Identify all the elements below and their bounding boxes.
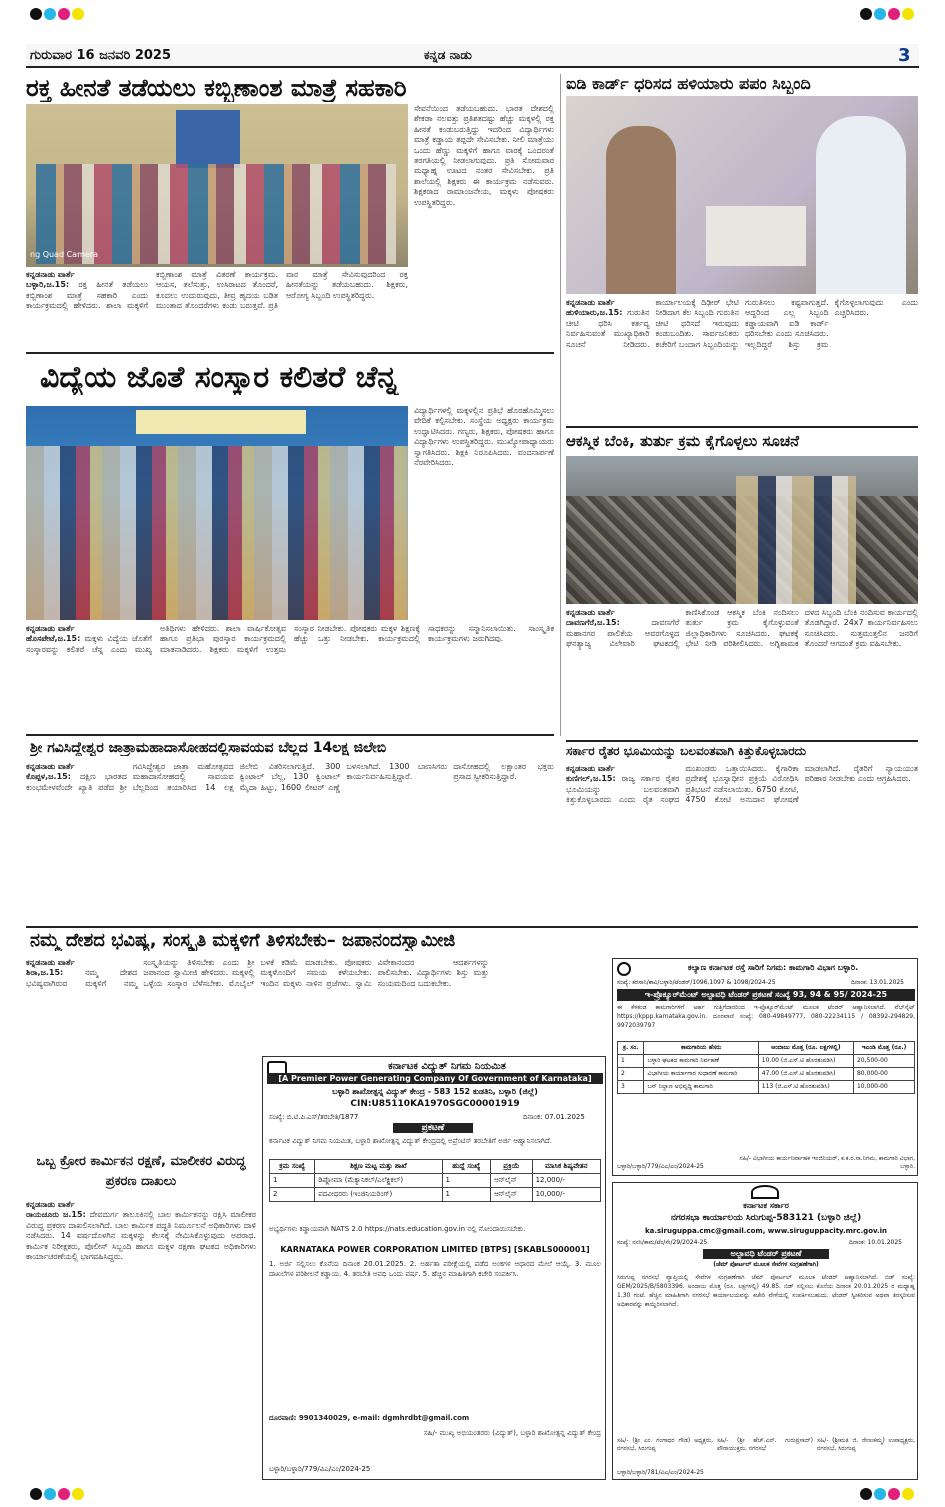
story1-dateline: ಕನ್ನಡನಾಡು ವಾರ್ತೆ xyxy=(26,270,75,279)
kpc-company-en: KARNATAKA POWER CORPORATION LIMITED [BTPS] [SKABLS000001] xyxy=(280,1245,590,1254)
story2-headline: ಐಡಿ ಕಾರ್ಡ್ ಧರಿಸದ ಹಳಿಯಾರು ಪಪಂ ಸಿಬ್ಬಂದಿ xyxy=(566,74,811,93)
kpc-org-name: ಕರ್ನಾಟಕ ವಿದ್ಯುತ್ ನಿಗಮ ನಿಯಮಿತ xyxy=(388,1061,506,1072)
story5-headline: ಶ್ರೀ ಗವಿಸಿದ್ದೇಶ್ವರ ಜಾತ್ರಾಮಹಾದಾಸೋಹದಲ್ಲಿಸಾವಯವ ಬೆಲ್ಲದ 14ಲಕ್ಷ ಜಿಲೇಬಿ xyxy=(30,740,387,756)
registration-mark-cyan xyxy=(874,1488,886,1500)
siruguppa-subtitle: (ಜೆಮ್ ಪೋರ್ಟಲ್ ಮೂಲಕ ಸೇವೆಗಳ ಸಂಗ್ರಹಣೆಗಾಗಿ) xyxy=(713,1261,819,1268)
siruguppa-sig-mid: ಸಹಿ/- (ಶ್ರೀ ಹೆಚ್.ಎನ್. ಗುರುಪ್ರಸಾದ್) ಪೌರಾಯುಕ್ತರು, ನಗರಸಭೆ xyxy=(717,1437,813,1452)
table-cell: ಡಿಪ್ಲೋಮಾ (ಮೆಕ್ಯಾನಿಕಲ್/ಎಲೆಕ್ಟ್ರಿಕಲ್) xyxy=(315,1174,442,1188)
table-cell: ಆನ್‌ಲೈನ್ xyxy=(491,1188,532,1202)
registration-mark-black xyxy=(860,1488,872,1500)
photo-id-card-hands xyxy=(706,206,806,266)
story4-body xyxy=(566,608,918,736)
story8-text: ದೇವದುರ್ಗ ತಾಲೂಕಿನಲ್ಲಿ ಬಾಲ ಕಾರ್ಮಿಕನನ್ನು ರಕ್ಷಿಸಿ ಮಾಲೀಕರ ವಿರುದ್ಧ ಪ್ರಕರಣ ದಾಖಲಿಸಲಾಗಿದೆ. ಬಾಲ ಕಾರ್ಮಿಕ ಪದ್ಧತಿ ನಿರ್ಮೂಲನೆ ಅಧಿಕಾರಿಗಳು ದಾಳಿ ನಡೆಸಿದರು. 14 ವರ್ಷದೊಳಗಿನ ಮಕ್ಕಳನ್ನು ಕೆಲಸಕ್ಕೆ ನೇಮಿಸಿಕೊಳ್ಳುವುದು ಅಪರಾಧ. ಕಾರ್ಮಿಕ ನಿರೀಕ್ಷಕರು, ಪೊಲೀಸ್ ಸಿಬ್ಬಂದಿ ಹಾಗೂ ಮಕ್ಕಳ ರಕ್ಷಣಾ ಘಟಕದ ಅಧಿಕಾರಿಗಳು ಕಾರ್ಯಾಚರಣೆಯಲ್ಲಿ ಭಾಗವಹಿಸಿದ್ದರು. xyxy=(26,1210,256,1262)
kpc-intro: ಕರ್ನಾಟಕ ವಿದ್ಯುತ್ ನಿಗಮ ನಿಯಮಿತ, ಬಳ್ಳಾರಿ ಶಾಖೋತ್ಪನ್ನ ವಿದ್ಯುತ್ ಕೇಂದ್ರದಲ್ಲಿ ಅಪ್ರೆಂಟಿಸ್ ತರಬೇತಿಗೆ ಅರ್ಜಿ ಆಹ್ವಾನಿಸಲಾಗಿದೆ. xyxy=(269,1137,552,1145)
kkrtc-org: ಕಲ್ಯಾಣ ಕರ್ನಾಟಕ ರಸ್ತೆ ಸಾರಿಗೆ ನಿಗಮ: ಕಾಮಗಾರಿ ವಿಭಾಗ ಬಳ್ಳಾರಿ. xyxy=(687,963,859,972)
table-cell: 2 xyxy=(618,1068,644,1081)
registration-mark-black xyxy=(860,8,872,20)
table-cell: 1 xyxy=(270,1174,315,1188)
table-header: ಹುದ್ದೆ ಸಂಖ್ಯೆ xyxy=(442,1160,491,1174)
photo-officials xyxy=(736,476,856,604)
table-cell: ಬಳ್ಳಾರಿ ಘಟಕದ ಕಾಮಗಾರಿ ನಿರ್ವಹಣೆ xyxy=(644,1055,758,1068)
table-row xyxy=(270,1174,601,1188)
registration-mark-yellow xyxy=(72,8,84,20)
kpc-date: ದಿನಾಂಕ: 07.01.2025 xyxy=(523,1113,585,1121)
kkrtc-ref: ಸಂಖ್ಯೆ: ಕರಸಾನಿ/ಕಾವಿ/ಬಳ್ಳಾರಿ/ಟೆಂಡರ್/1096,1097 & 1098/2024-25 xyxy=(617,979,776,986)
column-divider xyxy=(560,74,561,736)
registration-mark-yellow xyxy=(902,1488,914,1500)
registration-mark-black xyxy=(30,8,42,20)
photo-group-of-people xyxy=(36,164,396,264)
siruguppa-sig-left: ಸಹಿ/- (ಶ್ರೀ ಎಂ. ಗಂಗಾಧರ ಗೌಡ) ಅಧ್ಯಕ್ಷರು, ನಗರಸಭೆ, ಸಿರುಗುಪ್ಪ xyxy=(617,1437,713,1452)
story2-body xyxy=(566,298,918,422)
story7-place: ಶಿರಾ,ಜ.15: xyxy=(26,968,64,978)
story6-headline: ಸರ್ಕಾರ ರೈತರ ಭೂಮಿಯನ್ನು ಬಲವಂತವಾಗಿ ಕಿತ್ತುಕೊಳ್ಳಬಾರದು xyxy=(566,744,807,758)
story5-place: ಕೊಪ್ಪಳ,ಜ.15: xyxy=(26,772,71,782)
kkrtc-logo xyxy=(617,962,631,976)
story7-headline: ನಮ್ಮ ದೇಶದ ಭವಿಷ್ಯ, ಸಂಸ್ಕೃತಿ ಮಕ್ಕಳಿಗೆ ತಿಳಿಸಬೇಕು– ಜಪಾನಂದಸ್ವಾಮೀಜಿ xyxy=(30,930,456,951)
story1-headline: ರಕ್ತ ಹೀನತೆ ತಡೆಯಲು ಕಬ್ಬಿಣಾಂಶ ಮಾತ್ರೆ ಸಹಕಾರಿ xyxy=(26,74,407,102)
siruguppa-date: ದಿನಾಂಕ: 10.01.2025 xyxy=(849,1239,902,1246)
section-divider xyxy=(26,926,918,928)
registration-mark-cyan xyxy=(44,8,56,20)
issue-date: ಗುರುವಾರ 16 ಜನವರಿ 2025 xyxy=(30,48,172,63)
camera-watermark: ng Quad Camera xyxy=(30,250,98,259)
section-divider xyxy=(566,740,918,742)
photo-banner xyxy=(136,410,306,434)
section-divider xyxy=(26,352,554,354)
story3-text: ಮಕ್ಕಳು ವಿದ್ಯೆಯ ಜೊತೆಗೆ ಸಂಸ್ಕಾರವನ್ನು ಕಲಿತರೆ ಚೆನ್ನ ಎಂದು ಮುಖ್ಯ ಅತಿಥಿಗಳು ಹೇಳಿದರು. ಶಾಲಾ ವಾರ್ಷಿಕೋತ್ಸವ ಹಾಗೂ ಪ್ರತಿಭಾ ಪುರಸ್ಕಾರ ಕಾರ್ಯಕ್ರಮದಲ್ಲಿ ಮಾತನಾಡಿದರು. ಶಿಕ್ಷಕರು ಮಕ್ಕಳಿಗೆ ಉತ್ತಮ ಸಂಸ್ಕಾರ ನೀಡಬೇಕು. ಪೋಷಕರು ಮಕ್ಕಳ ಶಿಕ್ಷಣಕ್ಕೆ ಹೆಚ್ಚು ಒತ್ತು ನೀಡಬೇಕು. ಕಾರ್ಯಕ್ರಮದಲ್ಲಿ ಸಾಧಕರನ್ನು ಸನ್ಮಾನಿಸಲಾಯಿತು. ಸಾಂಸ್ಕೃತಿಕ ಕಾರ್ಯಕ್ರಮಗಳು ಜರುಗಿದವು. xyxy=(26,624,554,654)
siruguppa-body: ಸಿರುಗುಪ್ಪ ನಗರಸಭೆ ವ್ಯಾಪ್ತಿಯಲ್ಲಿ ಸೇವೆಗಳ ಸಂಗ್ರಹಣೆಗಾಗಿ ಜೆಮ್ ಪೋರ್ಟಲ್ ಮೂಲಕ ಟೆಂಡರ್ ಆಹ್ವಾನಿಸಲಾಗಿದೆ. ಬಿಡ್ ಸಂಖ್ಯೆ: GEM/2025/B/5803396. ಅಂದಾಜು ಮೊತ್ತ (ರೂ. ಲಕ್ಷಗಳಲ್ಲಿ) 49.85. ಬಿಡ್ ಸಲ್ಲಿಸಲು ಕೊನೆಯ ದಿನಾಂಕ 20.01.2025 ರ ಮಧ್ಯಾಹ್ನ 1.30 ಗಂಟೆ. ಹೆಚ್ಚಿನ ಮಾಹಿತಿಗಾಗಿ ನಗರಸಭೆ ಕಾರ್ಯಾಲಯವನ್ನು ಕಚೇರಿ ವೇಳೆಯಲ್ಲಿ ಸಂಪರ್ಕಿಸಬಹುದು. ಟೆಂಡರ್ ಸ್ವೀಕರಿಸುವ ಅಥವಾ ತಿರಸ್ಕರಿಸುವ ಅಧಿಕಾರವನ್ನು ಕಾಯ್ದಿರಿಸಲಾಗಿದೆ. xyxy=(617,1274,915,1308)
table-header: ಮಾಸಿಕ ಶಿಷ್ಯವೇತನ xyxy=(532,1160,600,1174)
siruguppa-sig-right: ಸಹಿ/- (ಶ್ರೀಮತಿ ಜಿ. ರೇಣುಕಮ್ಮ) ಉಪಾಧ್ಯಕ್ಷರು, ನಗರಸಭೆ, ಸಿರುಗುಪ್ಪ xyxy=(817,1437,915,1452)
table-cell: ಆನ್‌ಲೈನ್ xyxy=(491,1174,532,1188)
kpc-cin: CIN:U85110KA1970SGC00001919 xyxy=(350,1099,520,1109)
kpc-ref: ಸಂಖ್ಯೆ: ಬಿ.ಟಿ.ಪಿ.ಎಸ್/ತರಬೇತಿ/1877 xyxy=(269,1113,359,1121)
story1-body-right: ಸೇವನೆಯಿಂದ ತಡೆಯಬಹುದು. ಭಾರತ ದೇಶದಲ್ಲಿ ಶೇಕಡಾ ನಲವತ್ತು ಪ್ರತಿಶತದಷ್ಟು ಹೆಚ್ಚು ಮಕ್ಕಳಲ್ಲಿ ರಕ್ತ ಹೀನತೆ ಕಂಡುಬರುತ್ತಿದ್ದು ಇದರಿಂದ ವಿದ್ಯಾರ್ಥಿಗಳು ಮಾತ್ರೆ ಕಡ್ಡಾಯ ತಪ್ಪದೇ ಸೇವಿಸಬೇಕು. ನೀಲಿ ಮಾತ್ರೆಯು ಒಂದು ಹೆಣ್ಣು ಮಕ್ಕಳಿಗೆ ಹಾಗೂ ವಾರಕ್ಕೆ ಒಂದರಂತೆ ತರಗತಿಯಲ್ಲಿ ನೀಡಲಾಗುವುದು. ಪ್ರತಿ ಸೋಮವಾರ ಮಧ್ಯಾಹ್ನ ಊಟದ ನಂತರ ಸೇವಿಸಬೇಕು. ಪ್ರತಿ ಶಾಲೆಯಲ್ಲಿ ಶಿಕ್ಷಕರು ಈ ಕಾರ್ಯಕ್ರಮ ನಡೆಸುವರು. ಶಿಕ್ಷಕರಾದ ರಾಮಾಂಜನೇಯ, ಮಕ್ಕಳು ಪೋಷಕರು ಉಪಸ್ಥಿತರಿದ್ದರು. xyxy=(414,104,554,207)
kpc-table xyxy=(269,1159,601,1202)
siruguppa-org: ನಗರಸಭಾ ಕಾರ್ಯಾಲಯ ಸಿರುಗುಪ್ಪ-583121 (ಬಳ್ಳಾರಿ ಜಿಲ್ಲೆ) xyxy=(670,1213,862,1223)
kkrtc-intro: ಈ ಕೆಳಕಂಡ ಕಾಮಗಾರಿಗಳಿಗೆ ಅರ್ಹ ಗುತ್ತಿಗೆದಾರರಿಂದ ಇ-ಪ್ರೊಕ್ಯೂರ್‌ಮೆಂಟ್ ಮೂಲಕ ಟೆಂಡರ್ ಆಹ್ವಾನಿಸಲಾಗಿದೆ. ವೆಬ್‌ಸೈಟ್ https://kppp.karnataka.gov.in. ದೂರವಾಣಿ ಸಂಖ್ಯೆ: 080-49849777, 080-22234115 / 08392-294829, 9972039797 xyxy=(617,1004,915,1029)
table-header: ಕಾಮಗಾರಿಯ ಹೆಸರು xyxy=(644,1042,758,1055)
story1-photo xyxy=(26,104,408,267)
story3-body-right: ವಿದ್ಯಾರ್ಥಿಗಳಲ್ಲಿ ಮಕ್ಕಳಲ್ಲಿನ ಪ್ರತಿಭೆ ಹೊರಹೊಮ್ಮಿಸಲು ವೇದಿಕೆ ಕಲ್ಪಿಸಬೇಕು. ಸಂಸ್ಥೆಯ ಅಧ್ಯಕ್ಷರು ಕಾರ್ಯಕ್ರಮ ಉದ್ಘಾಟಿಸಿದರು. ಗಣ್ಯರು, ಶಿಕ್ಷಕರು, ಪೋಷಕರು ಹಾಗೂ ವಿದ್ಯಾರ್ಥಿಗಳು ಉಪಸ್ಥಿತರಿದ್ದರು. ಮುಖ್ಯೋಪಾಧ್ಯಾಯರು ಸ್ವಾಗತಿಸಿದರು. ಶಿಕ್ಷಕಿ ನಿರೂಪಿಸಿದರು. ವಂದನಾರ್ಪಣೆ ನೆರವೇರಿಸಿದರು. xyxy=(414,406,554,468)
table-row xyxy=(618,1068,915,1081)
story6-place: ಕುಣಿಗಲ್,ಜ.15: xyxy=(566,774,616,784)
story4-dateline: ಕನ್ನಡನಾಡು ವಾರ್ತೆ xyxy=(566,608,615,617)
kkrtc-footer-ref: ಬಳ್ಳಾರಿ/ಬಳ್ಳಾರಿ/779/ವಿಎ/ಎಂ/2024-25 xyxy=(617,1163,704,1170)
table-cell: 1 xyxy=(618,1055,644,1068)
kpc-notice-ad xyxy=(262,1056,606,1480)
siruguppa-ref: ಸಂಖ್ಯೆ: ನಸಸಿ/ಕಾಮ/ಟೆಂ/ಸೇ/29/2024-25 xyxy=(617,1239,708,1246)
table-header: ಕ್ರಮ ಸಂಖ್ಯೆ xyxy=(270,1160,315,1174)
table-row xyxy=(270,1188,601,1202)
story3-dateline: ಕನ್ನಡನಾಡು ವಾರ್ತೆ xyxy=(26,624,75,633)
photo-person-right xyxy=(816,116,906,294)
table-row xyxy=(618,1055,915,1068)
story1-text: ರಕ್ತ ಹೀನತೆ ತಡೆಯಲು ಕಬ್ಬಿಣಾಂಶ ಮಾತ್ರೆ ಸಹಕಾರಿ ಎಂದು ಕಾರ್ಯಕ್ರಮದಲ್ಲಿ ಹೇಳಿದರು. ಶಾಲಾ ಮಕ್ಕಳಿಗೆ ಕಬ್ಬಿಣಾಂಶ ಮಾತ್ರೆ ವಿತರಣೆ ಕಾರ್ಯಕ್ರಮ. ಆಯಸ, ತಲೆಸುತ್ತು, ಉಸಿರಾಟದ ತೊಂದರೆ, ಕೂದಲು ಉದುರುವುದು, ತೀವ್ರ ಹೃದಯ ಬಡಿತ ಮುಂತಾದ ತೊಂದರೆಗಳು ಕಂಡು ಬರುತ್ತವೆ. ಪ್ರತಿ ವಾರ ಮಾತ್ರೆ ಸೇವಿಸುವುದರಿಂದ ರಕ್ತ ಹೀನತೆಯನ್ನು ತಡೆಯಬಹುದು. ಶಿಕ್ಷಕರು, ಆರೋಗ್ಯ ಸಿಬ್ಬಂದಿ ಉಪಸ್ಥಿತರಿದ್ದರು. xyxy=(26,270,408,311)
table-cell: ಪದವೀಧರರು (ಇಂಜಿನಿಯರಿಂಗ್) xyxy=(315,1188,442,1202)
story5-body xyxy=(26,762,554,924)
table-cell: 20,500-00 xyxy=(853,1055,914,1068)
karnataka-emblem-icon xyxy=(751,1185,779,1199)
story6-body xyxy=(566,764,918,924)
section-divider xyxy=(26,734,554,736)
story8-dateline: ಕನ್ನಡನಾಡು ವಾರ್ತೆ xyxy=(26,1200,75,1209)
story3-photo xyxy=(26,406,408,620)
story4-photo xyxy=(566,456,918,604)
registration-mark-black xyxy=(30,1488,42,1500)
table-row xyxy=(618,1081,915,1094)
siruguppa-title: ಅಲ್ಪಾವಧಿ ಟೆಂಡರ್ ಪ್ರಕಟಣೆ xyxy=(703,1249,829,1259)
section-divider xyxy=(566,426,918,428)
table-cell: ಬಸ್ ನಿಲ್ದಾಣ ಅಭಿವೃದ್ಧಿ ಕಾಮಗಾರಿ xyxy=(644,1081,758,1094)
table-cell: 12,000/- xyxy=(532,1174,600,1188)
table-cell: 10,000-00 xyxy=(853,1081,914,1094)
story4-place: ದಾವಣಗೆರೆ,ಜ.15: xyxy=(566,618,620,628)
table-header: ಶಿಕ್ಷಣ ಮಟ್ಟ ಮತ್ತು ಶಾಖೆ xyxy=(315,1160,442,1174)
table-header: ಅಂದಾಜು ಮೊತ್ತ (ರೂ. ಲಕ್ಷಗಳಲ್ಲಿ) xyxy=(758,1042,853,1055)
kpc-notes: 1. ಅರ್ಜಿ ಸಲ್ಲಿಸಲು ಕೊನೆಯ ದಿನಾಂಕ 20.01.2025. 2. ಅರ್ಹತಾ ಪರೀಕ್ಷೆಯಲ್ಲಿ ಪಡೆದ ಅಂಕಗಳ ಆಧಾರದ ಮೇಲೆ ಆಯ್ಕೆ. 3. ಮೂಲ ದಾಖಲೆಗಳ ಪರಿಶೀಲನೆ ಕಡ್ಡಾಯ. 4. ತರಬೇತಿ ಅವಧಿ ಒಂದು ವರ್ಷ. 5. ಹೆಚ್ಚಿನ ಮಾಹಿತಿಗಾಗಿ ಕಚೇರಿ ಸಂಪರ್ಕಿಸಿ. xyxy=(269,1260,601,1278)
registration-mark-magenta xyxy=(58,1488,70,1500)
table-cell: 2 xyxy=(270,1188,315,1202)
story8-place: ರಾಯಚೂರು ಜ.15: xyxy=(26,1210,86,1220)
story5-dateline: ಕನ್ನಡನಾಡು ವಾರ್ತೆ xyxy=(26,762,75,771)
story8-headline: ಒಬ್ಬ ಕ್ರೋರ ಕಾರ್ಮಿಕನ ರಕ್ಷಣೆ, ಮಾಲೀಕರ ವಿರುದ್ಧ ಪ್ರಕರಣ ದಾಖಲು xyxy=(36,1154,246,1189)
photo-person-left xyxy=(606,126,676,294)
photo-window xyxy=(176,110,240,168)
registration-mark-cyan xyxy=(874,8,886,20)
kpc-footer-ref: ಬಳ್ಳಾರಿ/ಬಳ್ಳಾರಿ/779/ವಿಎ/ಎಂ/2024-25 xyxy=(269,1465,371,1473)
siruguppa-footer-ref: ಬಳ್ಳಾರಿ/ಬಳ್ಳಾರಿ/781/ವಿಎ/ಎಂ/2024-25 xyxy=(617,1469,704,1476)
registration-mark-cyan xyxy=(44,1488,56,1500)
registration-mark-yellow xyxy=(902,8,914,20)
kkrtc-signature: ಸಹಿ/- ವಿಭಾಗೀಯ ಕಾರ್ಯನಿರ್ವಾಹಕ ಇಂಜಿನಿಯರ್, ಕ.ಕ.ರ.ಸಾ.ನಿಗಮ, ಕಾಮಗಾರಿ ವಿಭಾಗ, ಬಳ್ಳಾರಿ. xyxy=(739,1155,915,1170)
kpc-nats-note: ಅಭ್ಯರ್ಥಿಗಳು ಕಡ್ಡಾಯವಾಗಿ NATS 2.0 https://nats.education.gov.in ನಲ್ಲಿ ನೋಂದಾಯಿಸಬೇಕು. xyxy=(269,1225,526,1233)
table-cell: 10.00 (ಜಿ.ಎಸ್.ಟಿ ಹೊರತುಪಡಿಸಿ) xyxy=(758,1055,853,1068)
table-cell: 1 xyxy=(442,1188,491,1202)
table-cell: 3 xyxy=(618,1081,644,1094)
story3-body xyxy=(26,624,554,730)
kkrtc-table xyxy=(617,1041,915,1094)
story4-headline: ಆಕಸ್ಮಿಕ ಬೆಂಕಿ, ತುರ್ತು ಕ್ರಮ ಕೈಗೊಳ್ಳಲು ಸೂಚನೆ xyxy=(566,432,800,450)
kpc-signature: ಸಹಿ/- ಮುಖ್ಯ ಅಭಿಯಂತರರು (ವಿದ್ಯುತ್), ಬಳ್ಳಾರಿ ಶಾಖೋತ್ಪನ್ನ ವಿದ್ಯುತ್ ಕೇಂದ್ರ xyxy=(423,1429,601,1437)
table-header-row xyxy=(270,1160,601,1174)
story2-dateline: ಕನ್ನಡನಾಡು ವಾರ್ತೆ xyxy=(566,298,615,307)
photo-group-of-people xyxy=(26,446,408,620)
story1-body xyxy=(26,270,408,350)
table-cell: ವಿಭಾಗೀಯ ಕಾರ್ಯಾಗಾರ ಸುಧಾರಣೆ ಕಾಮಗಾರಿ xyxy=(644,1068,758,1081)
story7-dateline: ಕನ್ನಡನಾಡು ವಾರ್ತೆ xyxy=(26,958,75,967)
story6-dateline: ಕನ್ನಡನಾಡು ವಾರ್ತೆ xyxy=(566,764,615,773)
masthead-name: ಕನ್ನಡ ನಾಡು xyxy=(424,48,472,62)
kpc-tagline: [A Premier Power Generating Company Of Government of Karnataka] xyxy=(267,1073,603,1084)
siruguppa-tender-ad xyxy=(612,1182,918,1480)
table-header: ಪ್ರಕ್ರಿಯೆ xyxy=(491,1160,532,1174)
story4-text: ದಾವಣಗೆರೆ ಮಹಾನಗರ ಪಾಲಿಕೆಯ ಆವರಗೊಳ್ಳದ ಘನತ್ಯಾಜ್ಯ ವಿಲೇವಾರಿ ಘಟಕದಲ್ಲಿ ಕಾಣಿಸಿಕೊಂಡ ಆಕಸ್ಮಿಕ ಬೆಂಕಿ ನಂದಿಸಲು ತುರ್ತು ಕ್ರಮ ಕೈಗೊಳ್ಳುವಂತೆ ಜಿಲ್ಲಾಧಿಕಾರಿಗಳು ಸೂಚಿಸಿದರು. ಘಟಕಕ್ಕೆ ಭೇಟಿ ನೀಡಿ ಪರಿಶೀಲಿಸಿದರು. ಅಗ್ನಿಶಾಮಕ ದಳದ ಸಿಬ್ಬಂದಿ ಬೆಂಕಿ ನಂದಿಸುವ ಕಾರ್ಯದಲ್ಲಿ ತೊಡಗಿದ್ದಾರೆ. 24x7 ಕಾರ್ಯನಿರ್ವಹಿಸಲು ಸೂಚಿಸಿದರು. ಸುತ್ತಮುತ್ತಲಿನ ಜನರಿಗೆ ತೊಂದರೆ ಆಗದಂತೆ ಕ್ರಮ ವಹಿಸಬೇಕು. xyxy=(566,608,918,649)
kkrtc-date: ದಿನಾಂಕ: 13.01.2025 xyxy=(851,979,904,986)
table-cell: 113 (ಜಿ.ಎಸ್.ಟಿ ಹೊರತುಪಡಿಸಿ) xyxy=(758,1081,853,1094)
table-header-row xyxy=(618,1042,915,1055)
kkrtc-tender-ad xyxy=(612,958,918,1176)
registration-mark-magenta xyxy=(888,1488,900,1500)
story2-text: ಗುರುತಿನ ಚೀಟಿ ಧರಿಸಿ ಕರ್ತವ್ಯ ನಿರ್ವಹಿಸುವಂತೆ ಮುಖ್ಯಾಧಿಕಾರಿ ಸೂಚನೆ ನೀಡಿದರು. ಕಾರ್ಯಾಲಯಕ್ಕೆ ದಿಢೀರ್ ಭೇಟಿ ನೀಡಿದಾಗ ಕೆಲ ಸಿಬ್ಬಂದಿ ಗುರುತಿನ ಚೀಟಿ ಧರಿಸದೆ ಇರುವುದು ಕಂಡುಬಂದಿತು. ಸಾರ್ವಜನಿಕರು ಕಚೇರಿಗೆ ಬಂದಾಗ ಸಿಬ್ಬಂದಿಯನ್ನು ಗುರುತಿಸಲು ಕಷ್ಟವಾಗುತ್ತದೆ. ಆದ್ದರಿಂದ ಎಲ್ಲ ಸಿಬ್ಬಂದಿ ಕಡ್ಡಾಯವಾಗಿ ಐಡಿ ಕಾರ್ಡ್ ಧರಿಸಬೇಕು ಎಂದು ಸೂಚಿಸಿದರು. ಇಲ್ಲದಿದ್ದರೆ ಶಿಸ್ತು ಕ್ರಮ ಕೈಗೊಳ್ಳಲಾಗುವುದು ಎಂದು ಎಚ್ಚರಿಸಿದರು. xyxy=(566,298,918,349)
table-header: ಕ್ರ. ಸಂ. xyxy=(618,1042,644,1055)
story3-place: ಹೊಸಪೇಟೆ,ಜ.15: xyxy=(26,634,81,644)
table-cell: 1 xyxy=(442,1174,491,1188)
registration-mark-yellow xyxy=(72,1488,84,1500)
story6-text: ರಾಜ್ಯ ಸರ್ಕಾರ ರೈತರ ಭೂಮಿಯನ್ನು ಬಲವಂತವಾಗಿ ಕಿತ್ತುಕೊಳ್ಳಬಾರದು ಎಂದು ರೈತ ಸಂಘದ ಮುಖಂಡರು ಒತ್ತಾಯಿಸಿದರು. ಕೈಗಾರಿಕಾ ಪ್ರದೇಶಕ್ಕೆ ಭೂಸ್ವಾಧೀನ ಪ್ರಕ್ರಿಯೆ ವಿರೋಧಿಸಿ ಪ್ರತಿಭಟನೆ ನಡೆಸಲಾಯಿತು. 6750 ಕೋಟಿ, 4750 ಕೋಟಿ ಅನುದಾನ ಘೋಷಣೆ ಮಾಡಲಾಗಿದೆ. ರೈತರಿಗೆ ನ್ಯಾಯಯುತ ಪರಿಹಾರ ನೀಡಬೇಕು ಎಂದು ಆಗ್ರಹಿಸಿದರು. xyxy=(566,764,918,805)
kpc-title: ಪ್ರಕಟಣೆ xyxy=(393,1123,473,1133)
siruguppa-email: ka.siruguppa.cmc@gmail.com, www.siruguppacity.mrc.gov.in xyxy=(644,1227,888,1235)
table-cell: 10,000/- xyxy=(532,1188,600,1202)
kpc-contact: ದೂರವಾಣಿ: 9901340029, e-mail: dgmhrdbt@gmail.com xyxy=(269,1414,470,1422)
table-cell: 80,000-00 xyxy=(853,1068,914,1081)
kkrtc-title: ಇ-ಪ್ರೊಕ್ಯೂರ್‌ಮೆಂಟ್ ಅಲ್ಪಾವಧಿ ಟೆಂಡರ್ ಪ್ರಕಟಣೆ ಸಂಖ್ಯೆ 93, 94 & 95/ 2024-25 xyxy=(617,989,915,1001)
registration-mark-magenta xyxy=(58,8,70,20)
story5-text: ದಕ್ಷಿಣ ಭಾರತದ ಕುಂಭಮೇಳವೆಂದೇ ಖ್ಯಾತಿ ಪಡೆದ ಶ್ರೀ ಗವಿಸಿದ್ದೇಶ್ವರ ಜಾತ್ರಾ ಮಹೋತ್ಸವದ ಮಹಾದಾಸೋಹದಲ್ಲಿ ಸಾವಯವ ಬೆಲ್ಲದಿಂದ ತಯಾರಿಸಿದ 14 ಲಕ್ಷ ಜಿಲೇಬಿ ವಿತರಿಸಲಾಗುತ್ತಿದೆ. 300 ಕ್ವಿಂಟಾಲ್ ಬೆಲ್ಲ, 130 ಕ್ವಿಂಟಾಲ್ ಮೈದಾ ಹಿಟ್ಟು, 1600 ಲೀಟರ್ ಎಣ್ಣೆ ಬಳಸಲಾಗಿದೆ. 1300 ಬಾಣಸಿಗರು ಕಾರ್ಯನಿರ್ವಹಿಸುತ್ತಿದ್ದಾರೆ. ದಾಸೋಹದಲ್ಲಿ ಲಕ್ಷಾಂತರ ಭಕ್ತರು ಪ್ರಸಾದ ಸ್ವೀಕರಿಸುತ್ತಿದ್ದಾರೆ. xyxy=(26,762,554,792)
siruguppa-govt: ಕರ್ನಾಟಕ ಸರ್ಕಾರ xyxy=(743,1201,789,1210)
story3-headline: ವಿದ್ಯೆಯ ಜೊತೆ ಸಂಸ್ಕಾರ ಕಲಿತರೆ ಚೆನ್ನ xyxy=(40,360,399,395)
table-cell: 47.00 (ಜಿ.ಎಸ್.ಟಿ ಹೊರತುಪಡಿಸಿ) xyxy=(758,1068,853,1081)
page-number: 3 xyxy=(898,45,911,66)
story8-body xyxy=(26,1200,256,1480)
story2-place: ಹುಳಿಯಾರು,ಜ.15: xyxy=(566,308,623,318)
page-header xyxy=(26,44,919,68)
table-header: ಇಎಂಡಿ ಮೊತ್ತ (ರೂ.) xyxy=(853,1042,914,1055)
story7-text: ನಮ್ಮ ದೇಶದ ಭವಿಷ್ಯವಾಗಿರುವ ಮಕ್ಕಳಿಗೆ ನಮ್ಮ ಸಂಸ್ಕೃತಿಯನ್ನು ತಿಳಿಸಬೇಕು ಎಂದು ಶ್ರೀ ಜಪಾನಂದ ಸ್ವಾಮೀಜಿ ಹೇಳಿದರು. ಮಕ್ಕಳಲ್ಲಿ ಒಳ್ಳೆಯ ಸಂಸ್ಕಾರ ಬೆಳೆಸಬೇಕು. ಮೊಬೈಲ್ ಬಳಕೆ ಕಡಿಮೆ ಮಾಡಬೇಕು. ಪೋಷಕರು ಮಕ್ಕಳೊಂದಿಗೆ ಸಮಯ ಕಳೆಯಬೇಕು. ಇಂದಿನ ಮಕ್ಕಳು ನಾಳಿನ ಪ್ರಜೆಗಳು. ಸ್ವಾಮಿ ವಿವೇಕಾನಂದರ ಆದರ್ಶಗಳನ್ನು ಪಾಲಿಸಬೇಕು. ವಿದ್ಯಾರ್ಥಿಗಳು ಶಿಸ್ತು ಮತ್ತು ಸಂಯಮದಿಂದ ಬದುಕಬೇಕು. xyxy=(26,958,489,988)
kpc-address: ಬಳ್ಳಾರಿ ಶಾಖೋತ್ಪನ್ನ ವಿದ್ಯುತ್ ಕೇಂದ್ರ - 583 152 ಕುಡತಿನಿ, ಬಳ್ಳಾರಿ (ಜಿಲ್ಲೆ) xyxy=(332,1087,538,1096)
story1-place: ಬಳ್ಳಾರಿ,ಜ.15: xyxy=(26,280,70,290)
registration-mark-magenta xyxy=(888,8,900,20)
story2-photo xyxy=(566,96,918,294)
